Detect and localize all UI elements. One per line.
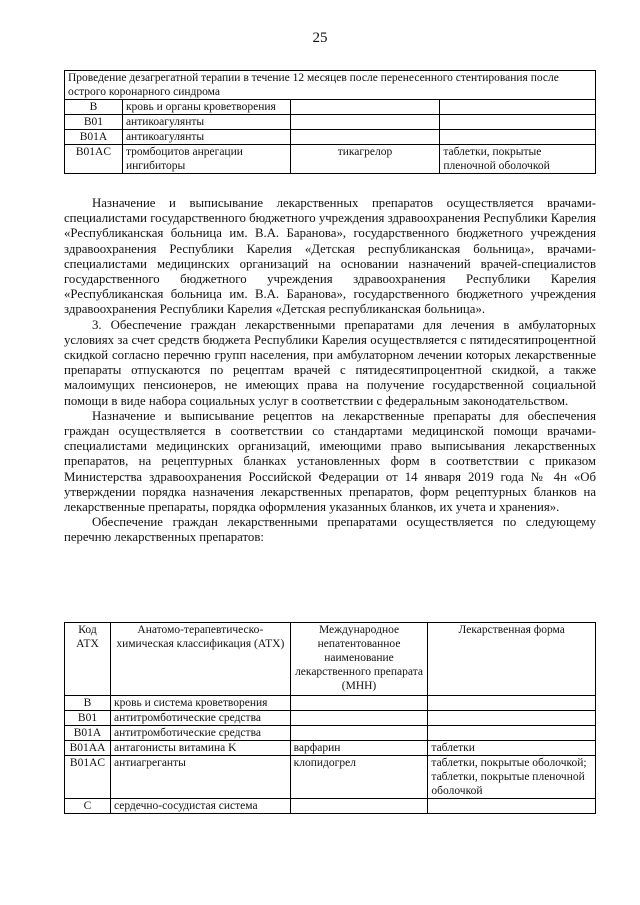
table-row [65, 741, 596, 756]
table-medicines-list [64, 622, 596, 814]
atc-code: B01 [65, 711, 111, 726]
dosage-form [440, 130, 596, 145]
inn [290, 100, 440, 115]
inn [290, 696, 428, 711]
table-row [65, 756, 596, 799]
table-disaggregant-therapy [64, 70, 596, 174]
paragraph: 3. Обеспечение граждан лекарственными препаратами для лечения в амбулаторных условиях за счет средств бюджета Республики Карелия осуществляется с пятидесятипроцентной скидкой согласно перечню групп населения, при амбулаторном лечении которых лекарственные препараты отпускаются по рецептам врачей с пятидесятипроцентной скидкой, а также малоимущих пенсионеров, не имеющих права на получение государственной социальной помощи в виде набора социальных услуг в соответствии с федеральным законодательством. [64, 317, 596, 408]
header-dosage-form: Лекарственная форма [428, 623, 596, 696]
table-row [65, 130, 596, 145]
atc-class: антикоагулянты [122, 130, 290, 145]
inn [290, 130, 440, 145]
table1-title: Проведение дезагрегатной терапии в течение 12 месяцев после перенесенного стентирования после острого коронарного синдрома [65, 71, 596, 100]
inn [290, 726, 428, 741]
inn [290, 115, 440, 130]
table-row [65, 115, 596, 130]
atc-code: B [65, 696, 111, 711]
table-row [65, 711, 596, 726]
dosage-form: таблетки, покрытые пленочной оболочкой [440, 145, 596, 174]
atc-code: B01AA [65, 741, 111, 756]
dosage-form [440, 100, 596, 115]
atc-code: C [65, 799, 111, 814]
dosage-form: таблетки [428, 741, 596, 756]
dosage-form [428, 799, 596, 814]
header-atc-code: Код АТХ [65, 623, 111, 696]
dosage-form [428, 711, 596, 726]
atc-code: B01 [65, 115, 123, 130]
atc-code: B01A [65, 130, 123, 145]
paragraph: Назначение и выписывание лекарственных препаратов осуществляется врачами-специалистами государственного бюджетного учреждения здравоохранения Республики Карелия «Республиканская больница им. В.А. Баранова», государственного бюджетного учреждения здравоохранения Республики Карелия «Детская республиканская больница», врачами-специалистами медицинских организаций на основании назначений врачей-специалистов государственного бюджетного учреждения здравоохранения Республики Карелия «Республиканская больница им. В.А. Баранова», государственного бюджетного учреждения здравоохранения Республики Карелия «Детская республиканская больница». [64, 196, 596, 317]
inn: тикагрелор [290, 145, 440, 174]
inn: клопидогрел [290, 756, 428, 799]
dosage-form [440, 115, 596, 130]
table-row [65, 696, 596, 711]
atc-class: кровь и система кроветворения [110, 696, 290, 711]
atc-class: тромбоцитов анрегации ингибиторы [122, 145, 290, 174]
table-row [65, 726, 596, 741]
table-row [65, 100, 596, 115]
dosage-form [428, 696, 596, 711]
paragraph: Назначение и выписывание рецептов на лекарственные препараты для обеспечения граждан осуществляется в соответствии со стандартами медицинской помощи врачами-специалистами медицинских организаций, имеющими право выписывания лекарственных препаратов, на рецептурных бланках установленных форм в соответствии с приказом Министерства здравоохранения Российской Федерации от 14 января 2019 года № 4н «Об утверждении порядка назначения лекарственных препаратов, форм рецептурных бланков на лекарственные препараты, порядка оформления указанных бланков, их учета и хранения». [64, 408, 596, 515]
body-text [64, 196, 596, 546]
page-number: 25 [312, 30, 328, 46]
atc-class: сердечно-сосудистая система [110, 799, 290, 814]
atc-class: антикоагулянты [122, 115, 290, 130]
atc-code: B [65, 100, 123, 115]
atc-class: антагонисты витамина K [110, 741, 290, 756]
header-atc-class: Анатомо-терапевтическо-химическая классификация (АТХ) [110, 623, 290, 696]
table-header-row [65, 623, 596, 696]
paragraph: Обеспечение граждан лекарственными препаратами осуществляется по следующему перечню лекарственных препаратов: [64, 515, 596, 545]
inn [290, 799, 428, 814]
atc-code: B01AC [65, 756, 111, 799]
atc-class: антитромботические средства [110, 711, 290, 726]
atc-code: B01A [65, 726, 111, 741]
atc-class: кровь и органы кроветворения [122, 100, 290, 115]
atc-code: B01AC [65, 145, 123, 174]
dosage-form: таблетки, покрытые оболочкой; таблетки, покрытые пленочной оболочкой [428, 756, 596, 799]
dosage-form [428, 726, 596, 741]
header-inn: Международное непатентованное наименование лекарственного препарата (МНН) [290, 623, 428, 696]
table-row [65, 799, 596, 814]
inn [290, 711, 428, 726]
table-row [65, 145, 596, 174]
inn: варфарин [290, 741, 428, 756]
atc-class: антиагреганты [110, 756, 290, 799]
atc-class: антитромботические средства [110, 726, 290, 741]
